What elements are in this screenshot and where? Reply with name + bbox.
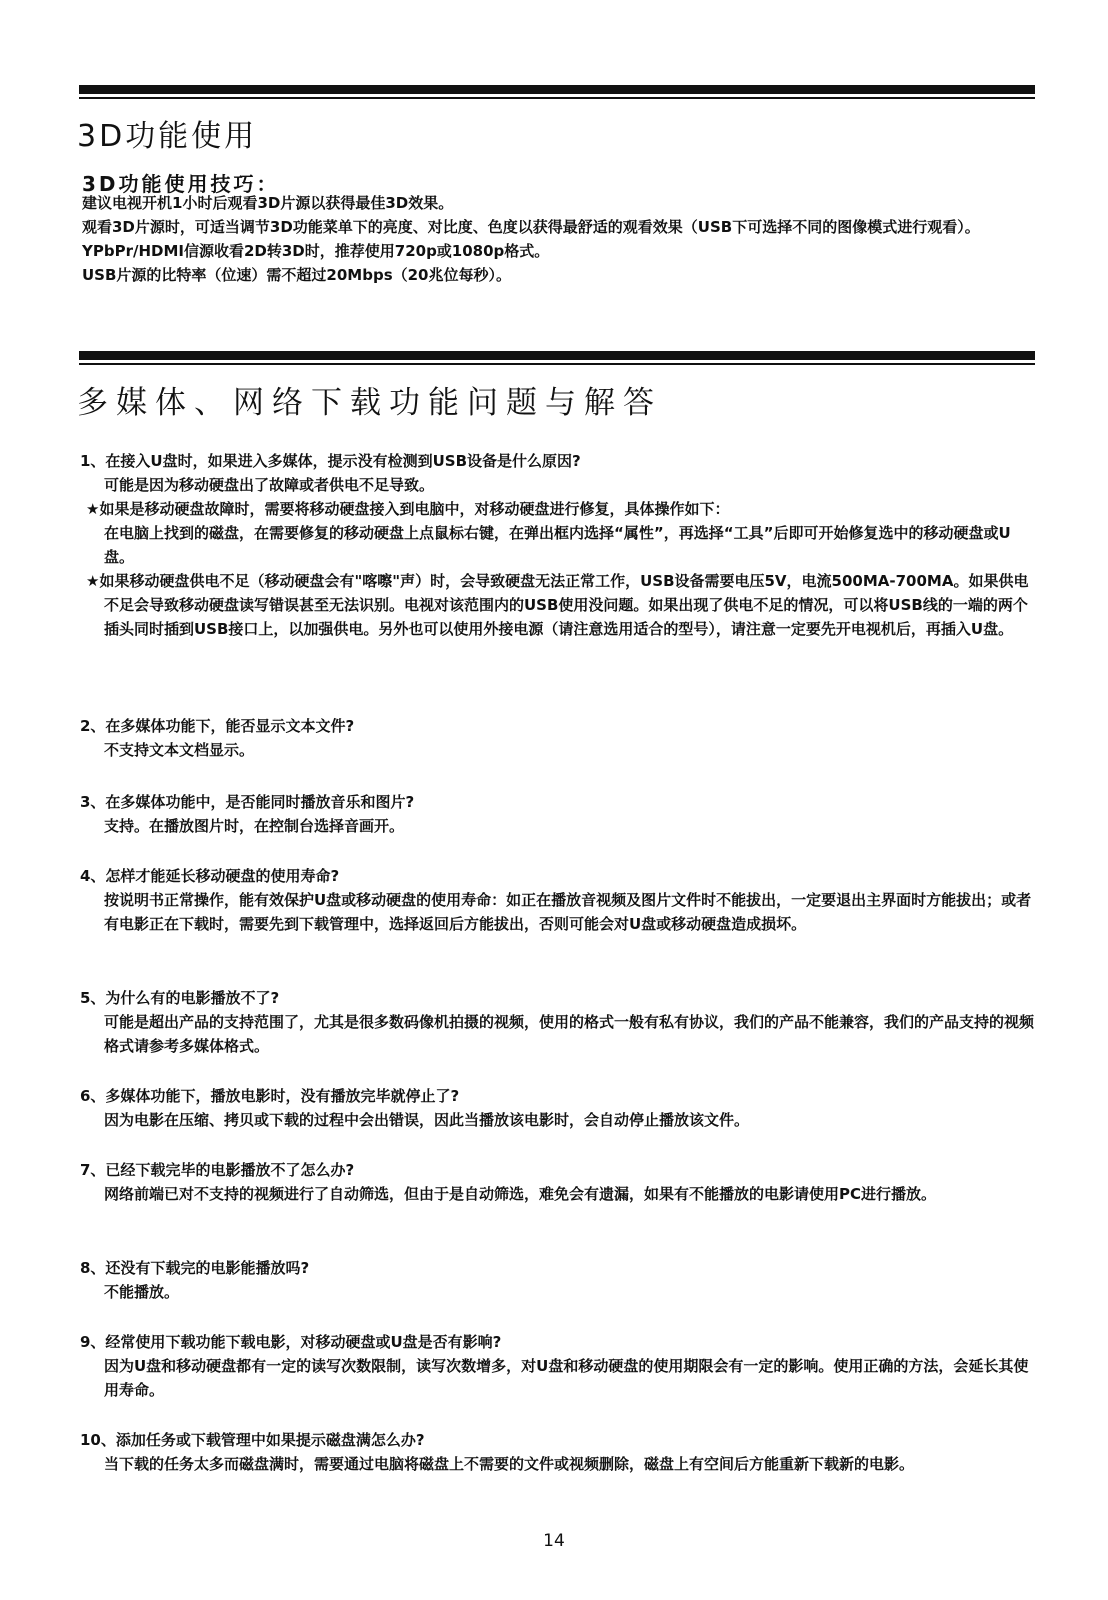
faq-answer: 可能是超出产品的支持范围了，尤其是很多数码像机拍摄的视频，使用的格式一般有私有协议，我们的产品不能兼容，我们的产品支持的视频格式请参考多媒体格式。 xyxy=(104,1013,1035,1055)
section-subtitle-3d-tips: 3D功能使用技巧： xyxy=(82,172,280,196)
section-title-faq: 多媒体、网络下载功能问题与解答 xyxy=(77,385,662,421)
section-title-3d: 3D功能使用 xyxy=(77,119,258,154)
faq-note-detail: 在电脑上找到的磁盘，在需要修复的移动硬盘上点鼠标右键，在弹出框内选择“属性”，再选择“工具”后即可开始修复选中的移动硬盘或U盘。 xyxy=(104,524,1011,566)
faq-note: ★如果是移动硬盘故障时，需要将移动硬盘接入到电脑中，对移动硬盘进行修复，具体操作如下： xyxy=(86,500,730,518)
tip-item: 观看3D片源时，可适当调节3D功能菜单下的亮度、对比度、色度以获得最舒适的观看效果（USB下可选择不同的图像模式进行观看）。 xyxy=(82,218,980,236)
faq-answer: 支持。在播放图片时，在控制台选择音画开。 xyxy=(104,817,405,835)
faq-item-1 xyxy=(80,449,1035,641)
faq-item-2 xyxy=(80,714,1035,762)
faq-question: 7、已经下载完毕的电影播放不了怎么办? xyxy=(80,1161,355,1179)
faq-answer: 因为电影在压缩、拷贝或下载的过程中会出错误，因此当播放该电影时，会自动停止播放该文件。 xyxy=(104,1111,750,1129)
faq-question: 8、还没有下载完的电影能播放吗? xyxy=(80,1259,310,1277)
tip-item: YPbPr/HDMI信源收看2D转3D时，推荐使用720p或1080p格式。 xyxy=(82,242,550,260)
faq-answer: 网络前端已对不支持的视频进行了自动筛选，但由于是自动筛选，难免会有遗漏，如果有不能播放的电影请使用PC进行播放。 xyxy=(104,1185,937,1203)
faq-question: 1、在接入U盘时，如果进入多媒体，提示没有检测到USB设备是什么原因? xyxy=(80,452,581,470)
faq-answer: 当下载的任务太多而磁盘满时，需要通过电脑将磁盘上不需要的文件或视频删除，磁盘上有空间后方能重新下载新的电影。 xyxy=(104,1455,915,1473)
faq-item-6 xyxy=(80,1084,1035,1132)
faq-answer: 不能播放。 xyxy=(104,1283,180,1301)
faq-answer: 按说明书正常操作，能有效保护U盘或移动硬盘的使用寿命：如正在播放音视频及图片文件时不能拔出，一定要退出主界面时方能拔出；或者有电影正在下载时，需要先到下载管理中，选择返回后方能拔出，否则可能会对U盘或移动硬盘造成损坏。 xyxy=(104,891,1032,933)
tip-item: 建议电视开机1小时后观看3D片源以获得最佳3D效果。 xyxy=(82,194,454,212)
faq-question: 4、怎样才能延长移动硬盘的使用寿命? xyxy=(80,867,340,885)
section-divider xyxy=(79,85,1035,99)
faq-answer: 不支持文本文档显示。 xyxy=(104,741,255,759)
faq-item-5 xyxy=(80,986,1035,1058)
faq-question: 6、多媒体功能下，播放电影时，没有播放完毕就停止了? xyxy=(80,1087,460,1105)
faq-question: 9、经常使用下载功能下载电影，对移动硬盘或U盘是否有影响? xyxy=(80,1333,502,1351)
section-divider xyxy=(79,351,1035,365)
tips-list xyxy=(82,191,1032,287)
tip-item: USB片源的比特率（位速）需不超过20Mbps（20兆位每秒）。 xyxy=(82,266,511,284)
faq-answer: 可能是因为移动硬盘出了故障或者供电不足导致。 xyxy=(104,476,435,494)
faq-item-7 xyxy=(80,1158,1035,1206)
faq-item-3 xyxy=(80,790,1035,838)
faq-item-9 xyxy=(80,1330,1035,1402)
faq-answer: 因为U盘和移动硬盘都有一定的读写次数限制，读写次数增多，对U盘和移动硬盘的使用期限会有一定的影响。使用正确的方法，会延长其使用寿命。 xyxy=(104,1357,1029,1399)
faq-note: ★如果移动硬盘供电不足（移动硬盘会有"喀嚓"声）时，会导致硬盘无法正常工作，USB设备需要电压5V，电流500MA-700MA。如果供电不足会导致移动硬盘读写错误甚至无法识别。电视对该范围内的USB使用没问题。如果出现了供电不足的情况，可以将USB线的一端的两个插头同时插到USB接口上，以加强供电。另外也可以使用外接电源（请注意选用适合的型号），请注意一定要先开电视机后，再插入U盘。 xyxy=(86,572,1029,638)
faq-question: 10、添加任务或下载管理中如果提示磁盘满怎么办? xyxy=(80,1431,425,1449)
faq-question: 3、在多媒体功能中，是否能同时播放音乐和图片? xyxy=(80,793,415,811)
faq-question: 5、为什么有的电影播放不了? xyxy=(80,989,280,1007)
faq-item-4 xyxy=(80,864,1035,936)
faq-item-10 xyxy=(80,1428,1035,1476)
page-number: 14 xyxy=(543,1531,565,1551)
faq-question: 2、在多媒体功能下，能否显示文本文件? xyxy=(80,717,355,735)
faq-item-8 xyxy=(80,1256,1035,1304)
